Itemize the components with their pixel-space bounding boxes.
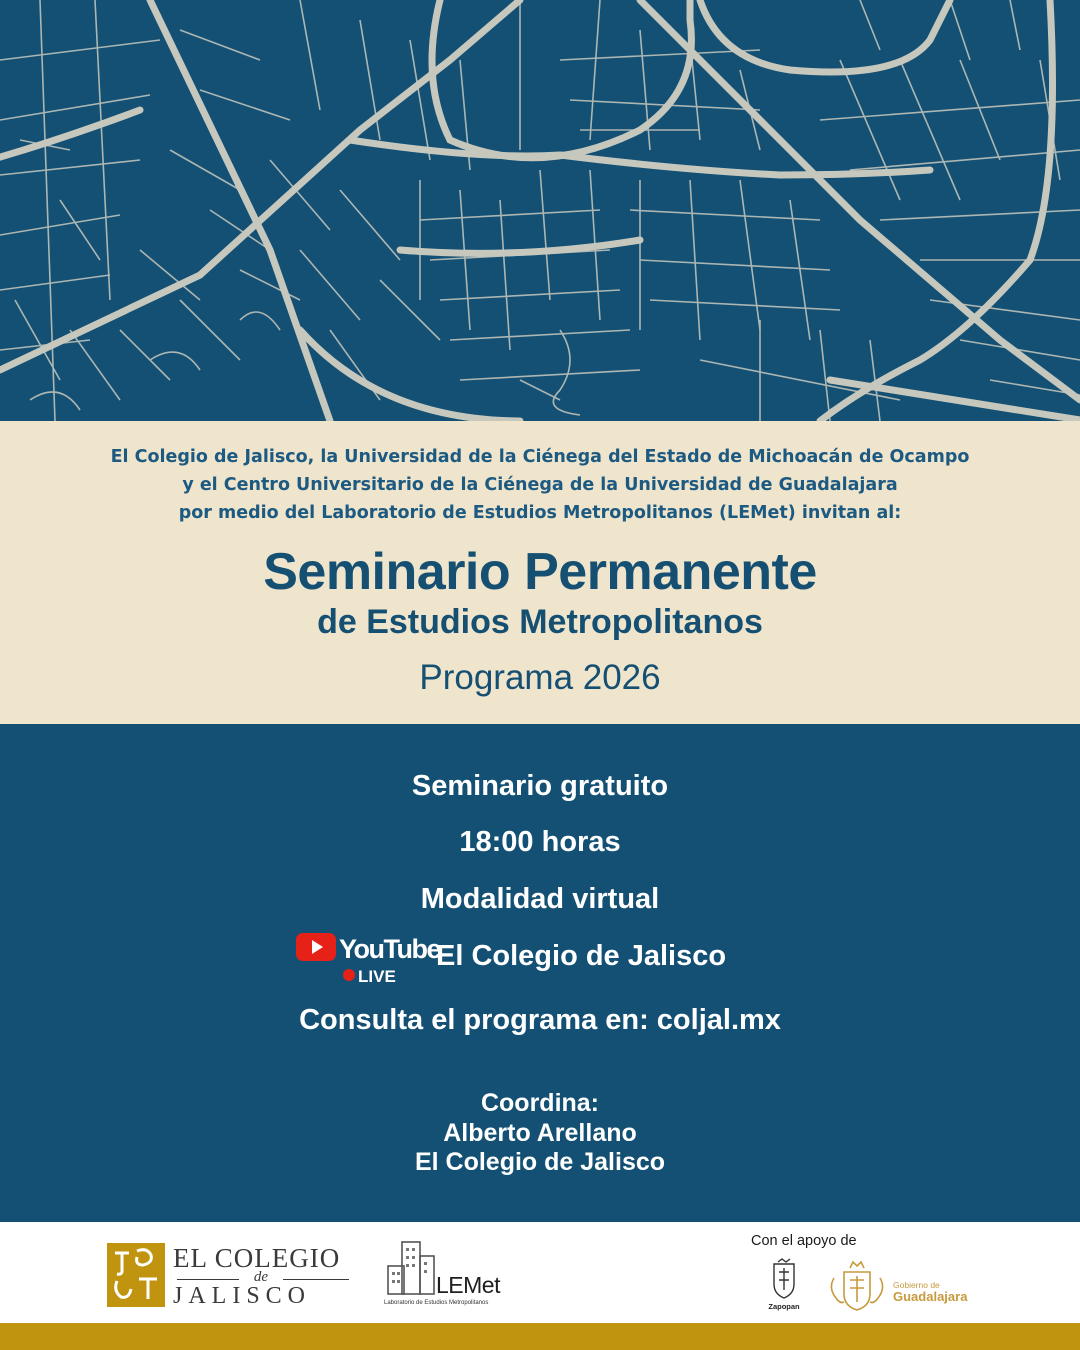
cost-text: Seminario gratuito (411, 770, 669, 802)
event-subtitle: de Estudios Metropolitanos (317, 603, 763, 641)
coordinator-name: Alberto Arellano (443, 1119, 637, 1147)
colegio-line-1: EL COLEGIO (173, 1243, 341, 1273)
coordinator-institution: El Colegio de Jalisco (414, 1148, 666, 1176)
zapopan-name: Zapopan (768, 1302, 800, 1311)
gold-bottom-bar (0, 1323, 1080, 1350)
guadalajara-name: Guadalajara (893, 1289, 968, 1304)
lemet-buildings-icon (384, 1236, 444, 1298)
mode-text: Modalidad virtual (420, 883, 660, 915)
program-year: Programa 2026 (419, 658, 661, 697)
lemet-logo (384, 1236, 524, 1308)
colegio-de: de (253, 1269, 269, 1285)
support-label: Con el apoyo de (751, 1233, 857, 1249)
organizers-line-3: por medio del Laboratorio de Estudios Metropolitanos (LEMet) invitan al: (178, 503, 902, 523)
time-text: 18:00 horas (459, 826, 621, 858)
guadalajara-gobierno: Gobierno de (893, 1280, 940, 1290)
youtube-live-logo (296, 932, 440, 986)
organizers-line-1: El Colegio de Jalisco, la Universidad de la Ciénega del Estado de Michoacán de Ocampo (110, 447, 970, 467)
program-link-text[interactable]: Consulta el programa en: coljal.mx (299, 1004, 781, 1036)
colegio-seal-icon (107, 1243, 165, 1307)
youtube-play-icon (296, 932, 440, 986)
youtube-channel-name[interactable]: El Colegio de Jalisco (436, 940, 727, 972)
live-dot-icon (343, 969, 355, 981)
lemet-subtitle: Laboratorio de Estudios Metropolitanos (384, 1300, 489, 1306)
street-map-illustration (0, 0, 1080, 421)
street-map-banner (0, 0, 1080, 421)
guadalajara-logo (826, 1258, 976, 1314)
youtube-word: YouTube (339, 934, 440, 964)
zapopan-logo (760, 1258, 808, 1314)
organizers-text (0, 443, 1080, 527)
organizers-line-2: y el Centro Universitario de la Ciénega de la Universidad de Guadalajara (182, 475, 898, 495)
colegio-rule-right (283, 1279, 349, 1280)
guadalajara-crest-icon (826, 1258, 888, 1314)
youtube-live-channel[interactable] (296, 930, 816, 986)
event-title: Seminario Permanente (263, 543, 817, 601)
colegio-de-jalisco-logo (107, 1243, 352, 1309)
live-word: LIVE (358, 967, 396, 986)
coordination-label: Coordina: (480, 1089, 600, 1117)
zapopan-crest-icon (760, 1258, 808, 1302)
lemet-wordmark: LEMet (436, 1272, 500, 1298)
colegio-line-2: JALISCO (173, 1283, 312, 1309)
